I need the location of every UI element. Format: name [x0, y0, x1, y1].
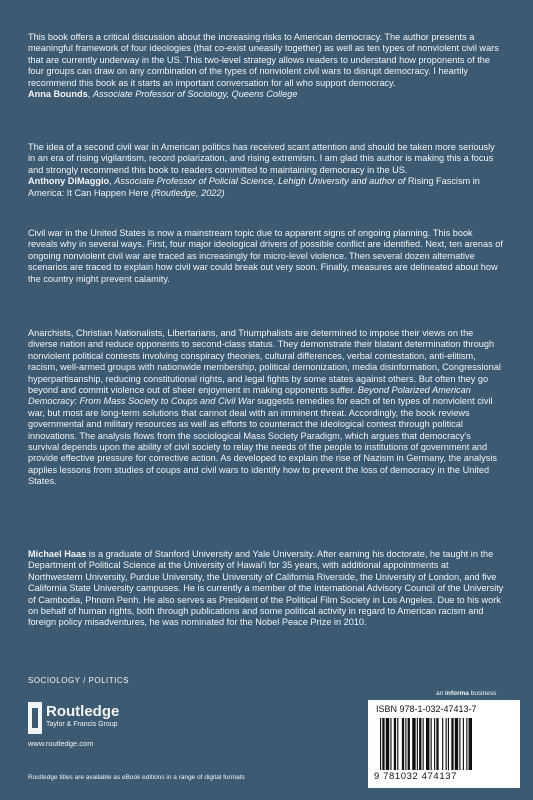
barcode-bar [423, 718, 424, 770]
informa-prefix: an [436, 690, 444, 697]
barcode-bar [434, 718, 435, 770]
barcode-bar [451, 718, 453, 770]
informa-brand: informa [445, 690, 469, 697]
description-text-b: suggests remedies for each of ten types of nonviolent civil war, but most are long-term solutions that cannot deal with an imminent threat. Accordingly, the book reviews governmental and military resources as well as efforts to counteract the ideological contest through political innovations. The analysis flows from the sociological Mass Society Paradigm, which argues that democracy's survival depends upon the ability of civil society to relay the needs of the people to institutions of government and provide effective pressure for corrective action. As developed to explain the rise of Nazism in Germany, the analysis applies lessons from studies of coups and civil wars to identify how to prevent the loss of democracy in the United States. [28, 396, 497, 487]
barcode-bar [417, 718, 418, 770]
isbn-label: ISBN 978-1-032-47413-7 [376, 704, 477, 714]
informa-suffix: business [470, 690, 497, 697]
author-bio-text [28, 549, 504, 629]
endorsement-text: The idea of a second civil war in American politics has received scant attention and should be taken more seriously in an era of rising vigilantism, record polarization, and rising extremism. I am glad this author is making this a focus and strongly recommend this book to readers committed to maintaining democracy in the US. [28, 142, 495, 175]
endorser-name: Anna Bounds [28, 89, 88, 100]
description-text-a: Anarchists, Christian Nationalists, Libertarians, and Triumphalists are determined to impose their views on the diverse nation and reduce opponents to second-class status. They demonstrate their blatant determination through nonviolent political contests involving conspiracy theories, cultural differences, verbal contestation, anti-elitism, racism, well-armed groups with nationwide membership, political demonization, media disinformation, Congressional hyperpartisanship, reducing constitutional rights, and legal fights by some states against others. But often they go beyond and commit violence out of sheer enjoyment in making opponents suffer. [28, 328, 501, 396]
barcode-bar [408, 718, 410, 770]
barcode-bar [390, 718, 391, 770]
barcode-bar [419, 718, 421, 770]
barcode-bar [455, 718, 458, 770]
barcode-bar [436, 718, 438, 770]
endorser-name: Anthony DiMaggio [28, 176, 110, 187]
endorsement-attribution: Anna Bounds, Associate Professor of Sociology, Queens College [28, 89, 298, 100]
routledge-logo-icon [28, 702, 42, 734]
barcode-bar [382, 718, 384, 770]
barcode-bar [386, 718, 389, 770]
barcode-icon [378, 718, 512, 770]
barcode-bar [442, 718, 443, 770]
endorsement-attribution: Anthony DiMaggio, Associate Professor of Policial Science, Lehigh University and author of Rising Fascism in America: It Can Happen Here (Routledge, 2022) [28, 176, 480, 198]
barcode-bar [394, 718, 396, 770]
subject-category: SOCIOLOGY / POLITICS [28, 676, 129, 685]
barcode-bar [459, 718, 460, 770]
barcode-bar [469, 718, 472, 770]
barcode-bar [448, 718, 449, 770]
description-paragraph-1 [28, 228, 504, 285]
routledge-logo [28, 702, 178, 742]
endorser-publisher: (Routledge, 2022) [151, 187, 225, 198]
endorsement-1 [28, 32, 504, 100]
publisher-group: Taylor & Francis Group [46, 721, 118, 728]
informa-tagline [436, 690, 496, 697]
endorsement-2 [28, 142, 504, 199]
publisher-website[interactable]: www.routledge.com [28, 739, 94, 748]
author-bio [28, 549, 504, 629]
description-text: Civil war in the United States is now a mainstream topic due to apparent signs of ongoing planning. This book reveals why in several ways. First, four major ideological drivers of possible conflict are identified. Next, ten arenas of ongoing nonviolent civil war are traced as increasingly for micro-level violence. Then several dozen alternative scenarios are traced to explain how civil war could break out very soon. Finally, measures are delineated about how the country might prevent calamity. [28, 228, 503, 284]
endorser-affiliation: Associate Professor of Sociology, Queens College [92, 89, 298, 100]
author-name: Michael Haas [28, 549, 87, 559]
barcode-bar [402, 718, 404, 770]
barcode-bar [380, 718, 381, 770]
barcode-bar [466, 718, 467, 770]
barcode-bar [405, 718, 406, 770]
barcode-bar [397, 718, 398, 770]
endorser-book: Rising Fascism in America: It Can Happen Here [28, 176, 480, 198]
endorsement-text: This book offers a critical discussion about the increasing risks to American democracy. The author presents a meaningful framework of four ideologies (that co-exist uneasily together) as well as ten types of nonviolent civil wars that are currently underway in the US. This two-level strategy allows readers to understand how proponents of the four groups can draw on any combination of the types of nonviolent civil wars to disrupt democracy. I heartily recommend this book as it starts an important conversation for all who support democracy. [28, 32, 499, 88]
description-paragraph-2 [28, 328, 504, 488]
publisher-name: Routledge [46, 703, 120, 720]
barcode-bar [426, 718, 429, 770]
description-text [28, 328, 504, 488]
barcode-bar [412, 718, 415, 770]
book-title: Beyond Polarized American Democracy: From Mass Society to Coups and Civil War [28, 385, 471, 407]
barcode-bar [431, 718, 432, 770]
barcode-bar [446, 718, 447, 770]
endorser-affiliation: Associate Professor of Policial Science, Lehigh University and author of [114, 176, 406, 187]
barcode-panel [368, 700, 520, 788]
ebook-note: Routledge titles are available as eBook editions in a range of digital formats [28, 774, 245, 781]
author-bio-body: is a graduate of Stanford University and Yale University. After earning his doctorate, he taught in the Department of Political Science at the University of Hawai'i for 35 years, with additional appointments at Northwestern University, Purdue University, the University of California Riverside, the University of London, and five California State University campuses. He is currently a member of the International Advisory Council of the University of Cambodia, Phnom Penh. He also serves as President of the Political Film Society in Los Angeles. Due to his work on behalf of human rights, both through publications and some political activity in regard to American racism and foreign policy misadventures, he was nominated for the Nobel Peace Prize in 2010. [28, 549, 504, 628]
barcode-bar [463, 718, 464, 770]
barcode-digits: 9 781032 474137 [374, 771, 457, 782]
